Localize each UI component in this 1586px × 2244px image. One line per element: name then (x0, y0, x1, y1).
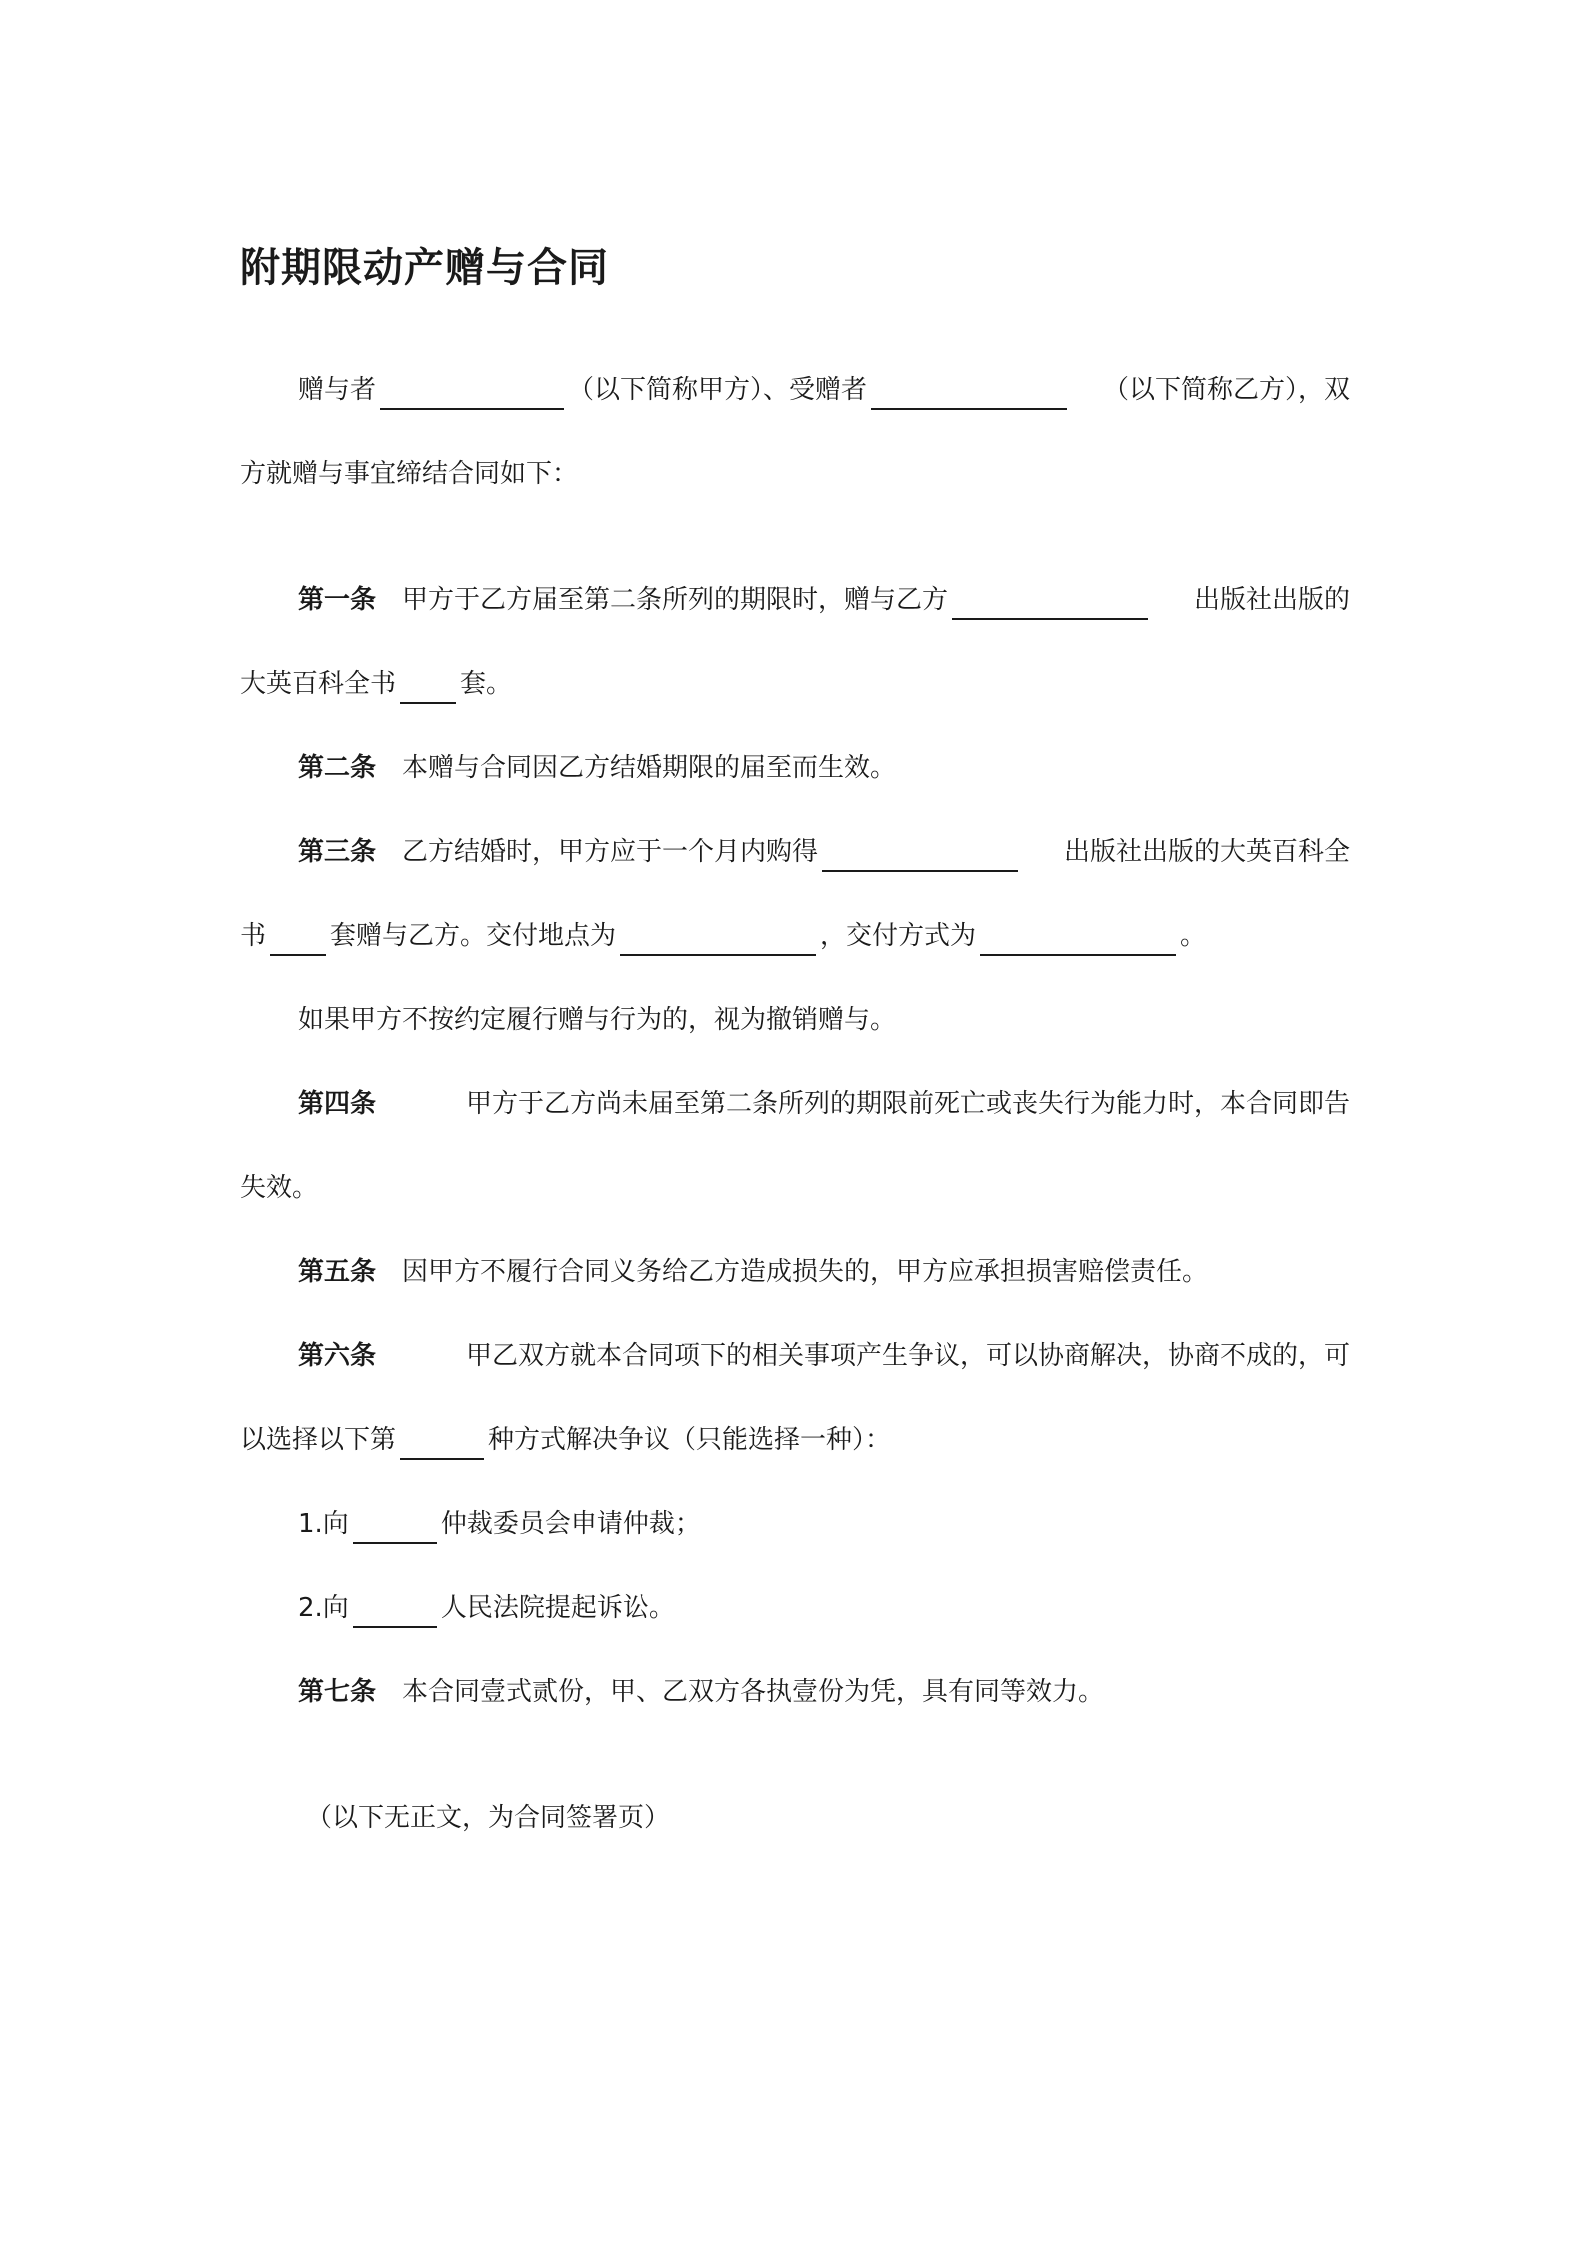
intro-text-b: （以下简称甲方）、受赠者 (568, 375, 868, 405)
article-1-label: 第一条 (298, 585, 377, 615)
intro-text-c: （以下简称乙方），双 (1102, 375, 1350, 405)
article-3-text-e: ，交付方式为 (820, 921, 977, 951)
article-6-line-2 (240, 1420, 891, 1460)
document-title: 附期限动产赠与合同 (240, 245, 609, 291)
option-1-text: 仲裁委员会申请仲裁； (440, 1509, 701, 1539)
donee-name-blank[interactable] (871, 374, 1067, 410)
article-1-text-c: 大英百科全书 (240, 669, 397, 699)
sets-count-blank-1[interactable] (400, 668, 456, 704)
publisher-blank-1[interactable] (952, 584, 1148, 620)
article-4-text-a: 甲方于乙方尚未届至第二条所列的期限前死亡或丧失行为能力时，本合同即告 (465, 1089, 1350, 1119)
article-6-option-1 (298, 1504, 701, 1544)
article-2-text: 本赠与合同因乙方结婚期限的届至而生效。 (402, 753, 897, 783)
option-2-text: 人民法院提起诉讼。 (440, 1593, 675, 1623)
article-3-line-3: 如果甲方不按约定履行赠与行为的，视为撤销赠与。 (298, 1005, 897, 1035)
dispute-method-blank[interactable] (400, 1424, 484, 1460)
intro-donor-label: 赠与者 (298, 375, 377, 405)
article-6-text-a: 甲乙双方就本合同项下的相关事项产生争议，可以协商解决，协商不成的，可 (465, 1341, 1350, 1371)
article-1-text-d: 套。 (460, 669, 513, 699)
article-3-text-c: 书 (240, 921, 267, 951)
arbitration-commission-blank[interactable] (353, 1508, 437, 1544)
article-6-label: 第六条 (298, 1341, 377, 1371)
article-2-label: 第二条 (298, 753, 377, 783)
article-2-line (298, 748, 896, 788)
article-3-label: 第三条 (298, 837, 377, 867)
article-7-line (298, 1672, 1104, 1712)
article-1-text-a: 甲方于乙方届至第二条所列的期限时，赠与乙方 (402, 585, 949, 615)
article-4-line-1 (298, 1084, 1350, 1124)
article-3-text-d: 套赠与乙方。交付地点为 (330, 921, 617, 951)
option-2-prefix: 2.向 (298, 1593, 349, 1623)
option-1-prefix: 1.向 (298, 1509, 349, 1539)
article-7-label: 第七条 (298, 1677, 377, 1707)
article-3-text-f: 。 (1180, 921, 1207, 951)
article-3-text-a: 乙方结婚时，甲方应于一个月内购得 (402, 837, 819, 867)
article-6-text-c: 种方式解决争议（只能选择一种）： (488, 1425, 892, 1455)
sets-count-blank-2[interactable] (270, 920, 326, 956)
article-3-line-1 (298, 832, 1350, 872)
article-4-line-2: 失效。 (240, 1173, 319, 1203)
donor-name-blank[interactable] (380, 374, 564, 410)
footer-note: （以下无正文，为合同签署页） (306, 1803, 671, 1833)
publisher-blank-2[interactable] (822, 836, 1018, 872)
article-1-text-b: 出版社出版的 (1193, 585, 1350, 615)
article-7-text: 本合同壹式贰份，甲、乙双方各执壹份为凭，具有同等效力。 (402, 1677, 1105, 1707)
article-3-line-2 (240, 916, 1206, 956)
court-blank[interactable] (353, 1592, 437, 1628)
article-6-line-1 (298, 1336, 1350, 1376)
delivery-method-blank[interactable] (980, 920, 1176, 956)
intro-line-1 (298, 370, 1350, 410)
intro-line-2: 方就赠与事宜缔结合同如下： (240, 459, 579, 489)
article-1-line-2 (240, 664, 512, 704)
article-5-line (298, 1252, 1208, 1292)
article-6-text-b: 以选择以下第 (240, 1425, 397, 1455)
article-3-text-b: 出版社出版的大英百科全 (1063, 837, 1350, 867)
article-1-line-1 (298, 580, 1350, 620)
article-5-text: 因甲方不履行合同义务给乙方造成损失的，甲方应承担损害赔偿责任。 (402, 1257, 1209, 1287)
article-4-label: 第四条 (298, 1089, 377, 1119)
article-6-option-2 (298, 1588, 675, 1628)
article-5-label: 第五条 (298, 1257, 377, 1287)
delivery-place-blank[interactable] (620, 920, 816, 956)
